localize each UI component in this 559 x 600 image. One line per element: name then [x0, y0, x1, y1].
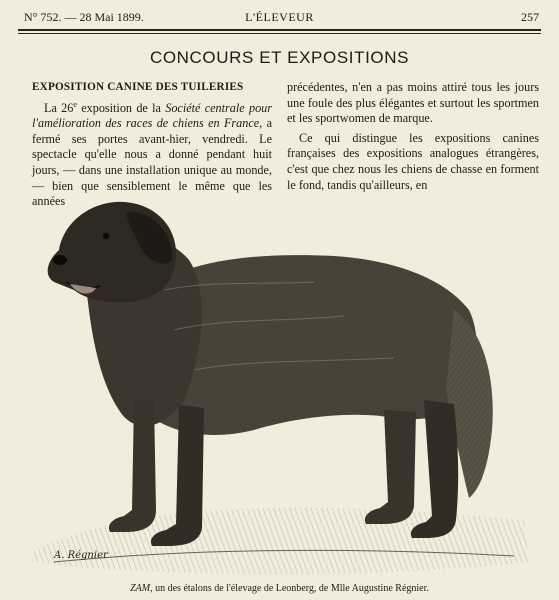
page-number: 257	[521, 10, 539, 24]
text-fragment: , a fermé ses portes avant-hier, vendredi. Le spectacle qu'elle nous a donné pendant huit jours, — dans une installation unique au monde, — bien que sensiblement le même que les années	[32, 116, 272, 209]
caption-text: , un des étalons de l'élevage de Leonberg, de Mlle Augustine Régnier.	[150, 583, 429, 594]
issue-number-date: N° 752. — 28 Mai 1899.	[24, 10, 144, 24]
artist-signature: A. Régnier	[54, 550, 108, 561]
article-paragraph-3: Ce qui distingue les expositions canines françaises des expositions analogues étrangères, c'est que chez nous les chiens de chasse en forment le fond, tandis qu'ailleurs, en	[287, 130, 539, 192]
article-heading: EXPOSITION CANINE DES TUILERIES	[32, 81, 244, 93]
header-rule-thin	[18, 33, 541, 34]
dog-name: ZAM	[130, 583, 151, 594]
society-name: Société centrale pour l'amélioration des races de chiens en France	[32, 100, 272, 131]
leonberger-dog-engraving	[14, 190, 544, 582]
article-right-column	[287, 80, 539, 193]
page-header	[18, 8, 541, 26]
text-fragment: La 26	[44, 100, 74, 115]
journal-title: L'ÉLEVEUR	[245, 10, 314, 24]
text-fragment: exposition de la	[76, 100, 166, 115]
article-paragraph-2: précédentes, n'en a pas moins attiré tous les jours une foule des plus élégantes et surtout les sportmen et les sportwomen de marque.	[287, 80, 539, 126]
section-title: CONCOURS ET EXPOSITIONS	[149, 48, 410, 67]
dog-engraving-illustration	[14, 190, 544, 582]
figure-caption	[0, 583, 559, 594]
header-rule-thick	[18, 29, 541, 31]
ordinal-superscript: e	[73, 99, 77, 109]
